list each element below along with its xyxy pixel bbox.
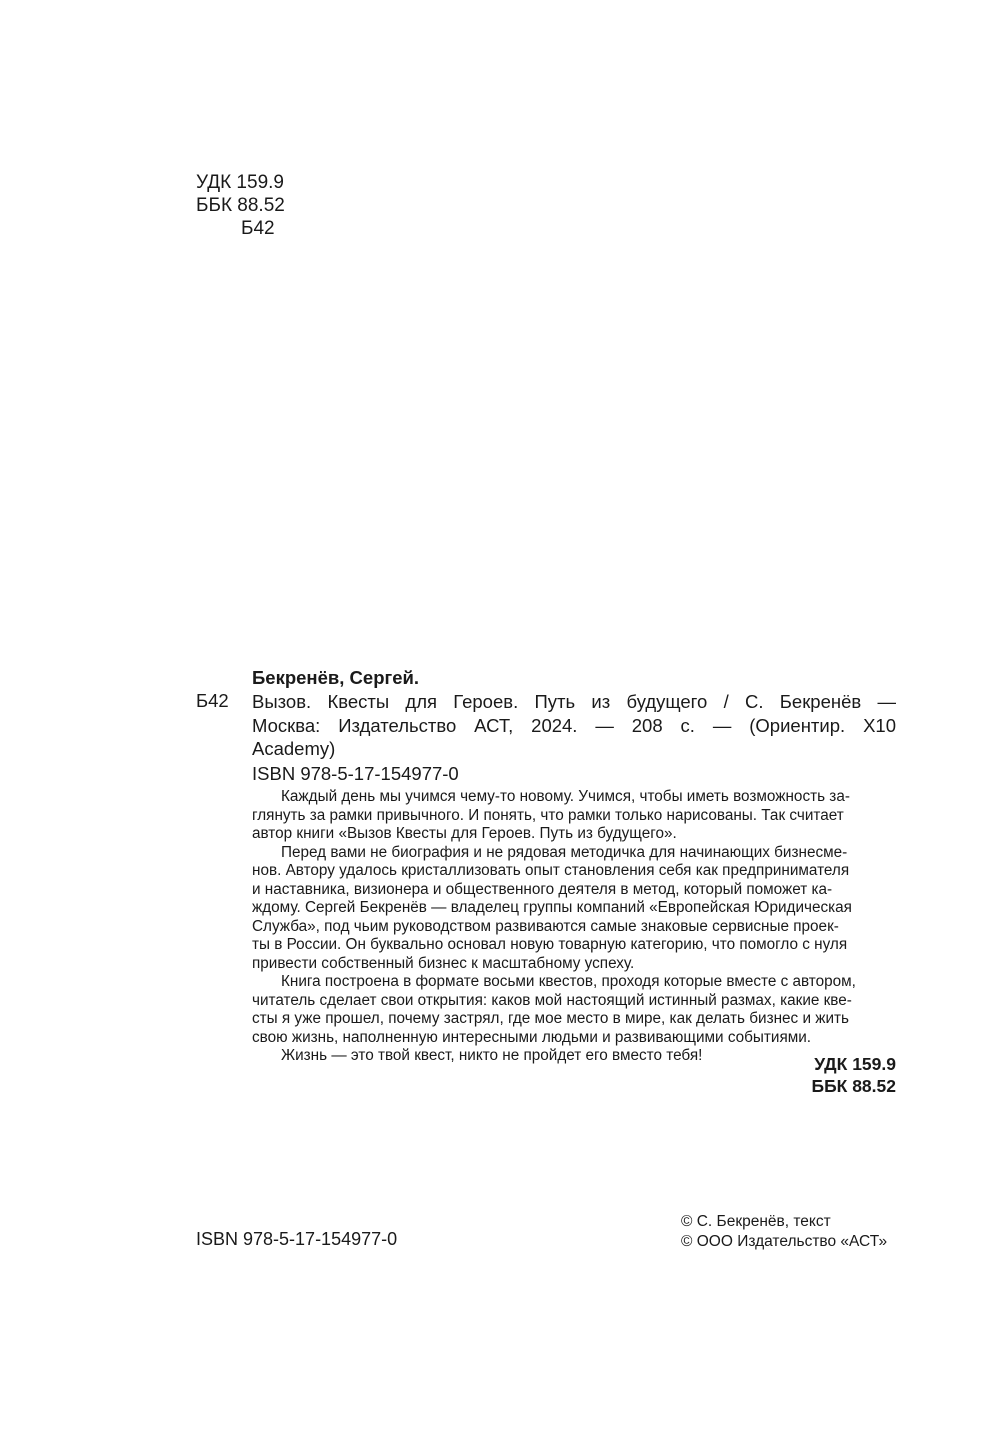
bbk-code: ББК 88.52 — [811, 1075, 896, 1096]
annotation-line: нов. Автору удалось кристаллизовать опыт становления себя как предпринимателя — [252, 862, 850, 879]
author-mark-top: Б42 — [241, 218, 275, 239]
citation-line: Вызов. Квесты для Героев. Путь из будущего / С. Бекренёв — — [252, 691, 896, 712]
annotation-line: и наставника, визионера и общественного деятеля в метод, который поможет ка- — [252, 880, 833, 898]
annotation-line: Каждый день мы учимся чему-то новому. Учимся, чтобы иметь возможность за- — [281, 788, 850, 805]
bibliographic-citation — [252, 690, 896, 761]
bbk-code-top: ББК 88.52 — [196, 195, 285, 216]
classification-block — [812, 1054, 897, 1097]
annotation-line: привести собственный бизнес к масштабному успеху. — [252, 954, 635, 972]
annotation-line: ты в России. Он буквально основал новую товарную категорию, что помогло с нуля — [252, 936, 848, 953]
annotation-line: глянуть за рамки привычного. И понять, что рамки только нарисованы. Так считает — [252, 806, 844, 824]
copyright-publisher: © ООО Издательство «АСТ» — [681, 1233, 888, 1250]
isbn-bottom: ISBN 978-5-17-154977-0 — [196, 1229, 398, 1249]
udk-code: УДК 159.9 — [814, 1054, 896, 1074]
copyright-author: © С. Бекренёв, текст — [681, 1213, 831, 1230]
copyright-block — [681, 1212, 887, 1252]
annotation-line: ждому. Сергей Бекренёв — владелец группы компаний «Европейская Юридическая — [252, 899, 852, 916]
udk-code-top: УДК 159.9 — [196, 172, 284, 193]
annotation — [252, 788, 896, 1066]
annotation-line: сты я уже прошел, почему застрял, где мое место в мире, как делать бизнес и жить — [252, 1010, 849, 1027]
citation-line: Academy) — [252, 738, 336, 759]
isbn-record: ISBN 978-5-17-154977-0 — [252, 763, 459, 784]
annotation-line: свою жизнь, наполненную интересными людьми и развивающими событиями. — [252, 1028, 812, 1046]
annotation-line: Книга построена в формате восьми квестов, проходя которые вместе с автором, — [281, 973, 856, 990]
annotation-line: автор книги «Вызов Квесты для Героев. Путь из будущего». — [252, 825, 677, 842]
annotation-line: Служба», под чьим руководством развиваются самые знаковые сервисные проек- — [252, 917, 839, 935]
author-name: Бекренёв, Сергей. — [252, 667, 420, 688]
author-mark: Б42 — [196, 690, 229, 711]
annotation-line: читатель сделает свои открытия: каков мой настоящий истинный размах, какие кве- — [252, 991, 852, 1009]
citation-line: Москва: Издательство АСТ, 2024. — 208 с. — (Ориентир. X10 — [252, 714, 896, 736]
annotation-line: Жизнь — это твой квест, никто не пройдет его вместо тебя! — [281, 1047, 703, 1064]
annotation-line: Перед вами не биография и не рядовая методичка для начинающих бизнесме- — [281, 843, 848, 861]
